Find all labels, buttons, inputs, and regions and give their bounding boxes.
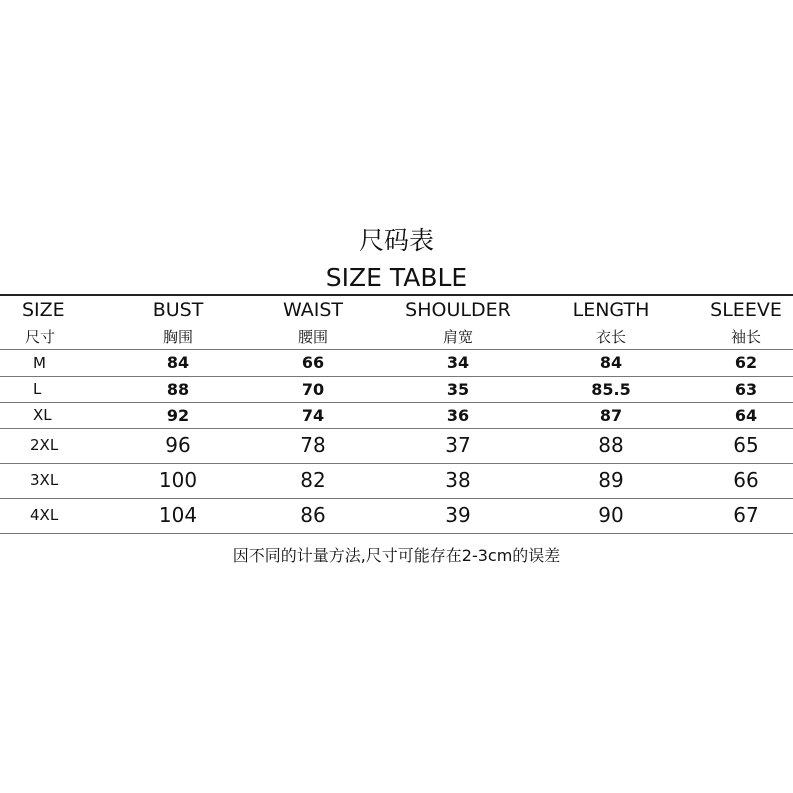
header-waist: WAIST [282,299,344,321]
shoulder-cell: 36 [446,406,470,425]
header-waist-zh: 腰围 [297,328,329,346]
waist-cell: 66 [301,353,325,372]
sleeve-cell: 63 [734,380,758,399]
bust-cell: 100 [158,468,198,492]
header-length-zh: 衣长 [595,328,627,346]
sleeve-cell: 66 [733,468,759,492]
header-bust-zh: 胸围 [162,328,194,346]
table-bottom-rule [0,533,793,534]
header-divider [0,349,793,350]
sleeve-cell: 62 [734,353,758,372]
waist-cell: 74 [301,406,325,425]
size-cell: 2XL [30,436,59,454]
bust-cell: 96 [165,433,191,457]
row-divider [0,463,793,464]
length-cell: 84 [599,353,623,372]
header-sleeve-zh: 袖长 [730,328,762,346]
header-size-zh: 尺寸 [25,328,56,346]
length-cell: 89 [598,468,624,492]
row-divider [0,376,793,377]
shoulder-cell: 38 [445,468,471,492]
sleeve-cell: 67 [733,503,759,527]
size-cell: L [33,380,42,398]
size-cell: XL [33,406,52,424]
row-divider [0,498,793,499]
table-top-rule [0,294,793,296]
length-cell: 87 [599,406,623,425]
bust-cell: 92 [166,406,190,425]
bust-cell: 104 [158,503,198,527]
length-cell: 85.5 [591,380,631,399]
shoulder-cell: 37 [445,433,471,457]
length-cell: 90 [598,503,624,527]
measurement-note: 因不同的计量方法,尺寸可能存在2-3cm的误差 [232,546,561,565]
waist-cell: 78 [300,433,326,457]
size-cell: 4XL [30,506,59,524]
chart-title-english: SIZE TABLE [325,263,468,292]
header-bust: BUST [152,299,204,321]
shoulder-cell: 35 [446,380,470,399]
header-shoulder-zh: 肩宽 [442,328,474,346]
header-sleeve: SLEEVE [710,299,782,321]
shoulder-cell: 39 [445,503,471,527]
chart-title-chinese: 尺码表 [358,226,434,255]
waist-cell: 70 [301,380,325,399]
header-shoulder: SHOULDER [405,299,511,321]
sleeve-cell: 64 [734,406,758,425]
header-size: SIZE [22,299,65,321]
waist-cell: 82 [300,468,326,492]
bust-cell: 88 [166,380,190,399]
sleeve-cell: 65 [733,433,759,457]
waist-cell: 86 [300,503,326,527]
size-cell: M [33,354,46,372]
size-cell: 3XL [30,471,59,489]
row-divider [0,428,793,429]
length-cell: 88 [598,433,624,457]
row-divider [0,402,793,403]
header-length: LENGTH [572,299,650,321]
bust-cell: 84 [166,353,190,372]
shoulder-cell: 34 [446,353,470,372]
